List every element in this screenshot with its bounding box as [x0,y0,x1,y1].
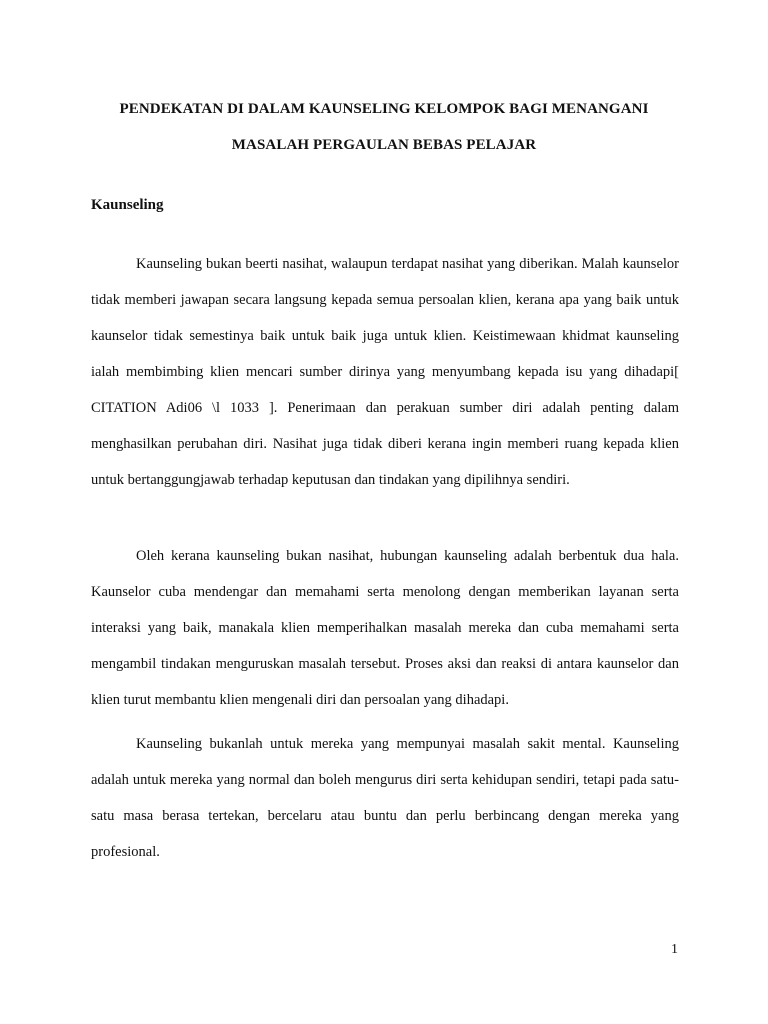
paragraph-2: Oleh kerana kaunseling bukan nasihat, hubungan kaunseling adalah berbentuk dua hala. Kaunselor cuba mendengar dan memahami serta menolong dengan memberikan layanan serta interaksi yang baik, manakala klien memperihalkan masalah mereka dan cuba memahami serta mengambil tindakan menguruskan masalah tersebut. Proses aksi dan reaksi di antara kaunselor dan klien turut membantu klien mengenali diri dan persoalan yang dihadapi. [91,548,679,708]
document-title-line-1: PENDEKATAN DI DALAM KAUNSELING KELOMPOK BAGI MENANGANI [119,101,649,117]
page-number: 1 [671,942,678,957]
paragraph-1: Kaunseling bukan beerti nasihat, walaupun terdapat nasihat yang diberikan. Malah kaunselor tidak memberi jawapan secara langsung kepada semua persoalan klien, kerana apa yang baik untuk kaunselor tidak semestinya baik untuk baik juga untuk klien. Keistimewaan khidmat kaunseling ialah membimbing klien mencari sumber dirinya yang menyumbang kepada isu yang dihadapi[ CITATION Adi06 \l 1033 ]. Penerimaan dan perakuan sumber diri adalah penting dalam menghasilkan perubahan diri. Nasihat juga tidak diberi kerana ingin memberi ruang kepada klien untuk bertanggungjawab terhadap keputusan dan tindakan yang dipilihnya sendiri. [91,256,679,488]
document-title-line-2: MASALAH PERGAULAN BEBAS PELAJAR [231,137,537,153]
paragraph-3: Kaunseling bukanlah untuk mereka yang mempunyai masalah sakit mental. Kaunseling adalah untuk mereka yang normal dan boleh mengurus diri serta kehidupan sendiri, tetapi pada satu-satu masa berasa tertekan, bercelaru atau buntu dan perlu berbincang dengan mereka yang profesional. [91,736,679,860]
section-heading: Kaunseling [91,197,164,213]
